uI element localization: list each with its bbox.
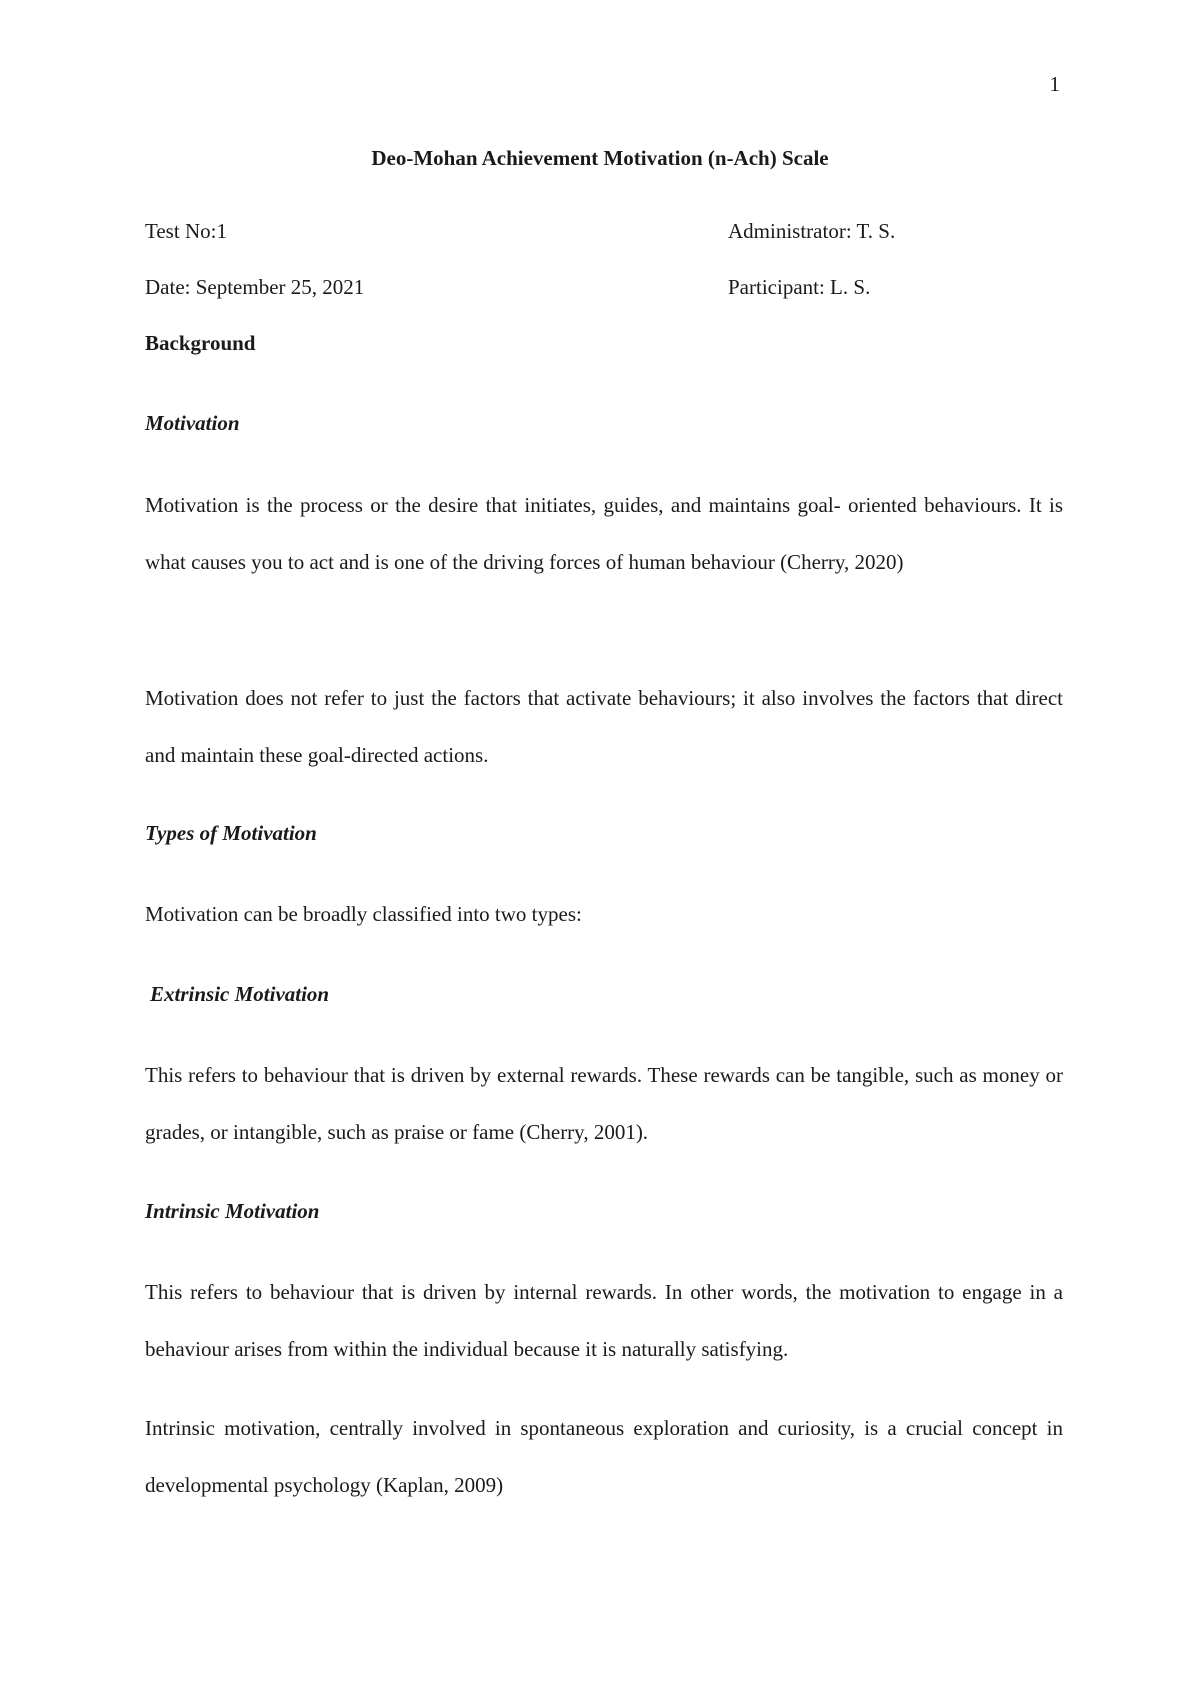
administrator: Administrator: T. S. <box>728 219 896 243</box>
extrinsic-heading: Extrinsic Motivation <box>150 982 330 1006</box>
motivation-heading: Motivation <box>145 411 240 435</box>
motivation-paragraph-2 <box>145 670 1063 784</box>
test-number: Test No:1 <box>145 219 227 243</box>
paragraph-text: This refers to behaviour that is driven by external rewards. These rewards can be tangible, such as money or grades, or intangible, such as praise or fame (Cherry, 2001). <box>145 1063 1063 1144</box>
intrinsic-paragraph-2 <box>145 1400 1063 1514</box>
extrinsic-paragraph <box>145 1047 1063 1161</box>
paragraph-text: This refers to behaviour that is driven by internal rewards. In other words, the motivation to engage in a behaviour arises from within the individual because it is naturally satisfying. <box>145 1280 1063 1361</box>
types-heading: Types of Motivation <box>145 821 317 845</box>
background-heading: Background <box>145 331 256 355</box>
document-title: Deo-Mohan Achievement Motivation (n-Ach) Scale <box>371 146 829 170</box>
motivation-paragraph-1 <box>145 477 1063 591</box>
paragraph-text: Motivation is the process or the desire that initiates, guides, and maintains goal- oriented behaviours. It is what causes you to act and is one of the driving forces of human behaviour (Cherry, 2020) <box>145 493 1063 574</box>
paragraph-text: Motivation can be broadly classified into two types: <box>145 902 582 926</box>
page-number: 1 <box>1049 72 1060 96</box>
test-date: Date: September 25, 2021 <box>145 275 365 299</box>
intrinsic-heading: Intrinsic Motivation <box>145 1199 320 1223</box>
paragraph-text: Intrinsic motivation, centrally involved in spontaneous exploration and curiosity, is a crucial concept in developmental psychology (Kaplan, 2009) <box>145 1416 1063 1497</box>
intrinsic-paragraph-1 <box>145 1264 1063 1378</box>
participant: Participant: L. S. <box>728 275 871 299</box>
paragraph-text: Motivation does not refer to just the factors that activate behaviours; it also involves the factors that direct and maintain these goal-directed actions. <box>145 686 1063 767</box>
types-paragraph <box>145 886 1063 943</box>
